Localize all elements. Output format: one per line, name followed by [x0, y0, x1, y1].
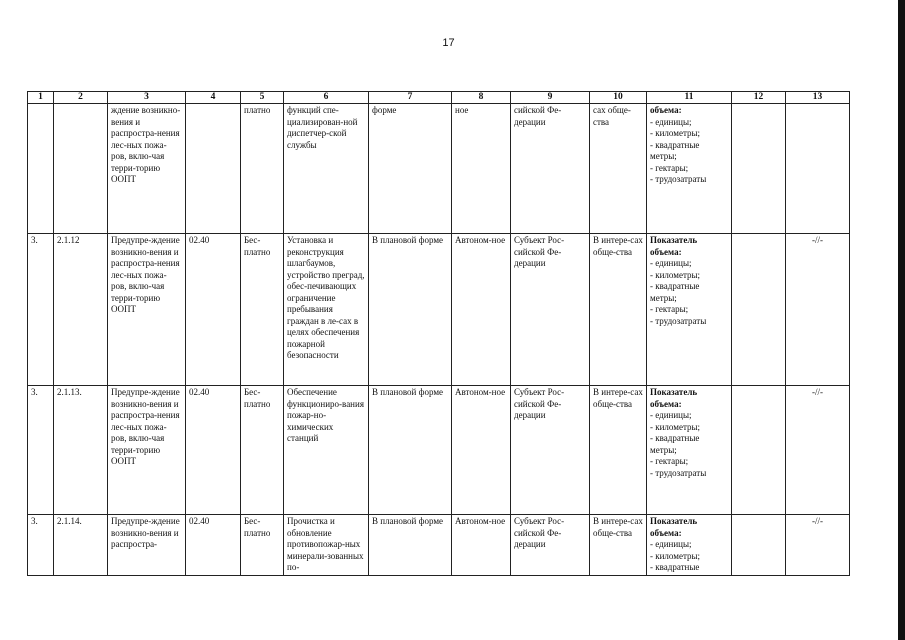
cell-form: В плановой форме — [369, 386, 452, 515]
cell-content: функций спе-циализирован-ной диспетчер-ской службы — [284, 104, 369, 234]
cell-institution-type: Автоном-ное — [452, 386, 511, 515]
cell-institution-type: ное — [452, 104, 511, 234]
cell-interests: В интере-сах обще-ства — [590, 515, 647, 576]
cell-quality — [732, 104, 786, 234]
cell-requisites: -//- — [786, 515, 850, 576]
cell-form: В плановой форме — [369, 515, 452, 576]
cell-payment: Бес-платно — [241, 234, 284, 386]
indicator-item: - километры; — [650, 269, 701, 280]
table-row — [28, 234, 850, 386]
cell-okved: 02.40 — [186, 234, 241, 386]
cell-quality — [732, 515, 786, 576]
cell-payment: платно — [241, 104, 284, 234]
indicator-item: - трудозатраты — [650, 315, 707, 326]
cell-okved: 02.40 — [186, 386, 241, 515]
page-number: 17 — [442, 37, 455, 49]
cell-requisites — [786, 104, 850, 234]
indicator-title: объема: — [650, 105, 682, 115]
indicator-item: - гектары; — [650, 304, 689, 314]
indicator-title: Показатель объема: — [650, 235, 698, 257]
cell-name: Предупре-ждение возникно-вения и распростра-нения лес-ных пожа-ров, вклю-чая терри-торию ООПТ — [108, 386, 186, 515]
cell-content: Обеспечение функциониро-вания пожар-но-химических станций — [284, 386, 369, 515]
indicator-item: - гектары; — [650, 162, 689, 173]
cell-quality — [732, 234, 786, 386]
cell-code: 2.1.12 — [54, 234, 108, 386]
cell-okved — [186, 104, 241, 234]
cell-payment: Бес-платно — [241, 386, 284, 515]
indicator-item: - единицы; — [650, 539, 692, 549]
indicator-item: - квадратные метры; — [650, 281, 700, 303]
cell-interests: сах обще-ства — [590, 104, 647, 234]
column-header: 4 — [186, 92, 241, 104]
cell-name: ждение возникно-вения и распростра-нения лес-ных пожа-ров, вклю-чая терри-торию ООПТ — [108, 104, 186, 234]
column-header: 2 — [54, 92, 108, 104]
cell-form: форме — [369, 104, 452, 234]
cell-code: 2.1.14. — [54, 515, 108, 576]
column-header: 10 — [590, 92, 647, 104]
cell-indicators — [647, 515, 732, 576]
cell-indicators — [647, 386, 732, 515]
column-header: 9 — [511, 92, 590, 104]
indicator-item: - квадратные — [650, 562, 700, 572]
indicator-item: - единицы; — [650, 258, 692, 268]
indicator-item: - километры; — [650, 421, 701, 432]
works-table — [27, 91, 850, 576]
cell-okved: 02.40 — [186, 515, 241, 576]
cell-institution-type: Автоном-ное — [452, 234, 511, 386]
cell-payment: Бес-платно — [241, 515, 284, 576]
cell-section: 3. — [28, 386, 54, 515]
cell-content: Прочистка и обновление противопожар-ных минерали-зованных по- — [284, 515, 369, 576]
cell-name: Предупре-ждение возникно-вения и распростра- — [108, 515, 186, 576]
column-header: 13 — [786, 92, 850, 104]
cell-founder: Субъект Рос-сийской Фе-дерации — [511, 234, 590, 386]
cell-interests: В интере-сах обще-ства — [590, 234, 647, 386]
column-header: 7 — [369, 92, 452, 104]
table-row — [28, 515, 850, 576]
column-header: 1 — [28, 92, 54, 104]
cell-requisites: -//- — [786, 386, 850, 515]
cell-founder: сийской Фе-дерации — [511, 104, 590, 234]
header-row — [28, 92, 850, 104]
indicator-item: - квадратные метры; — [650, 433, 700, 455]
cell-content: Установка и реконструкция шлагбаумов, устройство преград, обес-печивающих ограничение пребывания граждан в ле-сах в целях обеспечения пожарной безопасности — [284, 234, 369, 386]
cell-indicators — [647, 104, 732, 234]
cell-section — [28, 104, 54, 234]
indicator-item: - единицы; — [650, 116, 692, 127]
cell-founder: Субъект Рос-сийской Фе-дерации — [511, 386, 590, 515]
cell-section: 3. — [28, 515, 54, 576]
cell-requisites: -//- — [786, 234, 850, 386]
cell-form: В плановой форме — [369, 234, 452, 386]
cell-code — [54, 104, 108, 234]
column-header: 11 — [647, 92, 732, 104]
cell-section: 3. — [28, 234, 54, 386]
column-header: 3 — [108, 92, 186, 104]
indicator-item: - трудозатраты — [650, 467, 707, 478]
cell-interests: В интере-сах обще-ства — [590, 386, 647, 515]
cell-institution-type: Автоном-ное — [452, 515, 511, 576]
column-header: 5 — [241, 92, 284, 104]
column-header: 12 — [732, 92, 786, 104]
cell-founder: Субъект Рос-сийской Фе-дерации — [511, 515, 590, 576]
indicator-item: - километры; — [650, 550, 701, 561]
cell-quality — [732, 386, 786, 515]
table-row — [28, 104, 850, 234]
column-header: 8 — [452, 92, 511, 104]
indicator-item: - трудозатраты — [650, 174, 707, 184]
column-header: 6 — [284, 92, 369, 104]
indicator-item: - единицы; — [650, 410, 692, 420]
table-row — [28, 386, 850, 515]
indicator-title: Показатель объема: — [650, 516, 698, 538]
scan-edge — [898, 0, 905, 640]
indicator-item: - гектары; — [650, 456, 689, 466]
cell-code: 2.1.13. — [54, 386, 108, 515]
cell-indicators — [647, 234, 732, 386]
cell-name: Предупре-ждение возникно-вения и распростра-нения лес-ных пожа-ров, вклю-чая терри-торию ООПТ — [108, 234, 186, 386]
indicator-item: - квадратные метры; — [650, 139, 700, 161]
indicator-item: - километры; — [650, 128, 701, 138]
indicator-title: Показатель объема: — [650, 387, 698, 409]
